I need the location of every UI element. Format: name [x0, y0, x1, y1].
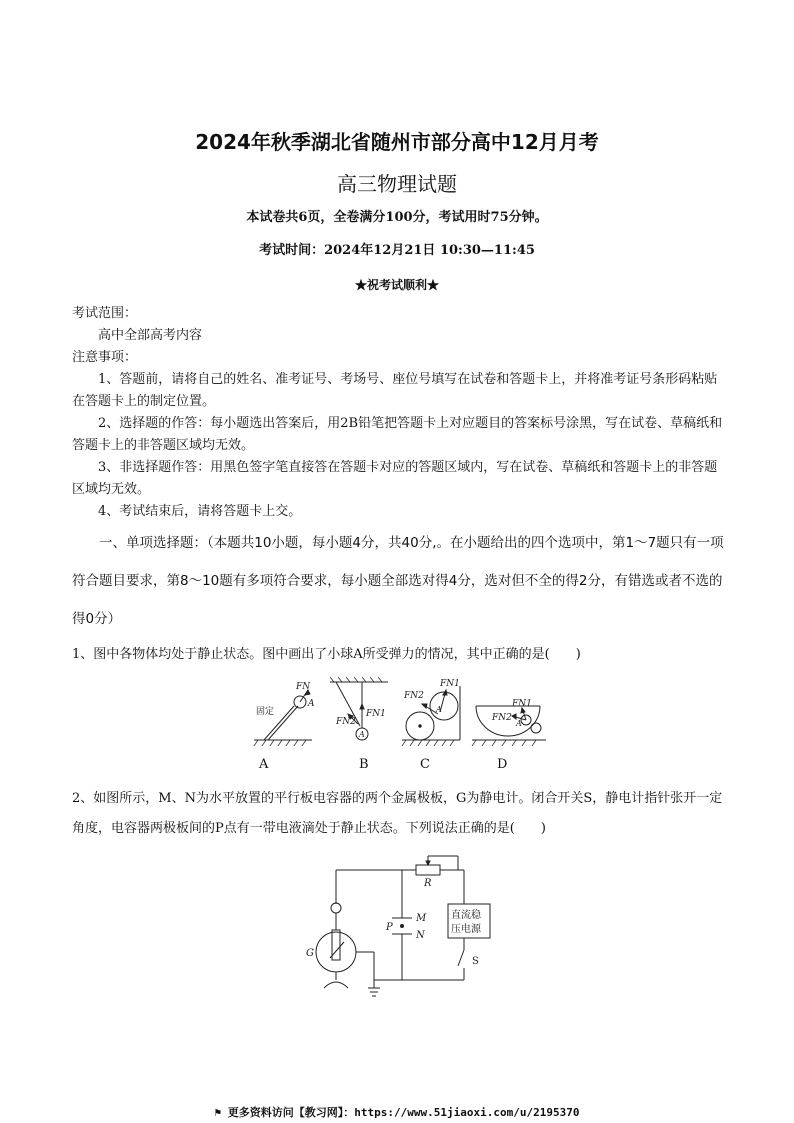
option-label-d: D — [497, 757, 508, 772]
resistor-label: R — [424, 878, 432, 889]
plate-m-label: M — [416, 913, 427, 924]
footer-text: 更多资料访问【教习网】：https://www.51jiaoxi.com/u/2195370 — [227, 1106, 580, 1119]
electroscope-g-label: G — [306, 948, 314, 959]
fn2-label-c: FN2 — [404, 691, 424, 701]
note-item: 3、非选择题作答：用黑色签字笔直接答在答题卡对应的答题区域内，写在试卷、草稿纸和答题卡上的非答题区域均无效。 — [72, 460, 718, 497]
note-item: 1、答题前，请将自己的姓名、准考证号、考场号、座位号填写在试卷和答题卡上，并将准考证号条形码粘贴在答题卡上的制定位置。 — [72, 372, 718, 409]
ball-a-label-b: A — [359, 730, 365, 739]
section-one-text: 一、单项选择题：（本题共10小题，每小题4分，共40分,。在小题给出的四个选项中，第1～7题只有一项符合题目要求，第8～10题有多项符合要求，每小题全部选对得4分，选对但不全的得2分，有错选或者不选的得0分） — [72, 535, 724, 627]
exam-title: 2024年秋季湖北省随州市部分高中12月月考 — [195, 130, 599, 154]
fn-label: FN — [296, 682, 311, 692]
question-1-text: 1、图中各物体均处于静止状态。图中画出了小球A所受弹力的情况，其中正确的是( ) — [72, 647, 581, 662]
note-item: 4、考试结束后，请将答题卡上交。 — [98, 504, 302, 519]
fn1-label-d: FN1 — [512, 699, 532, 709]
note-item: 2、选择题的作答：每小题选出答案后，用2B铅笔把答题卡上对应题目的答案标号涂黑，写在试卷、草稿纸和答题卡上的非答题区域均无效。 — [72, 416, 723, 453]
fn1-label-b: FN1 — [366, 709, 386, 719]
fn1-label-c: FN1 — [440, 679, 460, 689]
scope-value: 高中全部高考内容 — [98, 328, 203, 343]
power-label-1: 直流稳 — [451, 910, 481, 921]
figure-d — [472, 706, 546, 746]
ball-a-label: A — [308, 699, 315, 709]
option-label-c: C — [420, 757, 430, 772]
switch-s-label: S — [472, 956, 479, 967]
exam-info-time: 考试时间：2024年12月21日 10:30—11:45 — [259, 243, 535, 258]
section-one-instructions — [72, 524, 724, 638]
option-label-a: A — [259, 757, 269, 772]
figure-a — [254, 690, 312, 746]
ball-a-label-c: A — [436, 705, 442, 714]
plate-n-label: N — [416, 930, 425, 941]
fn2-label-b: FN2 — [336, 717, 356, 727]
fixed-label: 固定 — [256, 707, 275, 717]
question-2-text: 2、如图所示，M、N为水平放置的平行板电容器的两个金属极板，G为静电计。闭合开关S，静电计指针张开一定角度，电容器两极板间的P点有一带电液滴处于静止状态。下列说法正确的是( ) — [72, 791, 723, 836]
exam-notes — [72, 303, 724, 523]
flag-icon: ⚑ — [214, 1106, 228, 1119]
footer-resource-link[interactable] — [0, 1104, 794, 1120]
question-2-circuit — [300, 846, 500, 1006]
exam-subtitle: 高三物理试题 — [337, 172, 457, 196]
scope-label: 考试范围： — [72, 306, 138, 321]
power-label-2: 压电源 — [451, 924, 481, 935]
ball-a-label-d: A — [516, 719, 522, 728]
point-p-label: P — [386, 922, 393, 933]
option-label-b: B — [359, 757, 369, 772]
exam-info-score: 本试卷共6页，全卷满分100分，考试用时75分钟。 — [246, 210, 548, 225]
good-luck-line: ★祝考试顺利★ — [354, 278, 439, 292]
caution-label: 注意事项： — [72, 350, 138, 365]
question-1-figures — [250, 676, 550, 748]
fn2-label-d: FN2 — [492, 713, 512, 723]
